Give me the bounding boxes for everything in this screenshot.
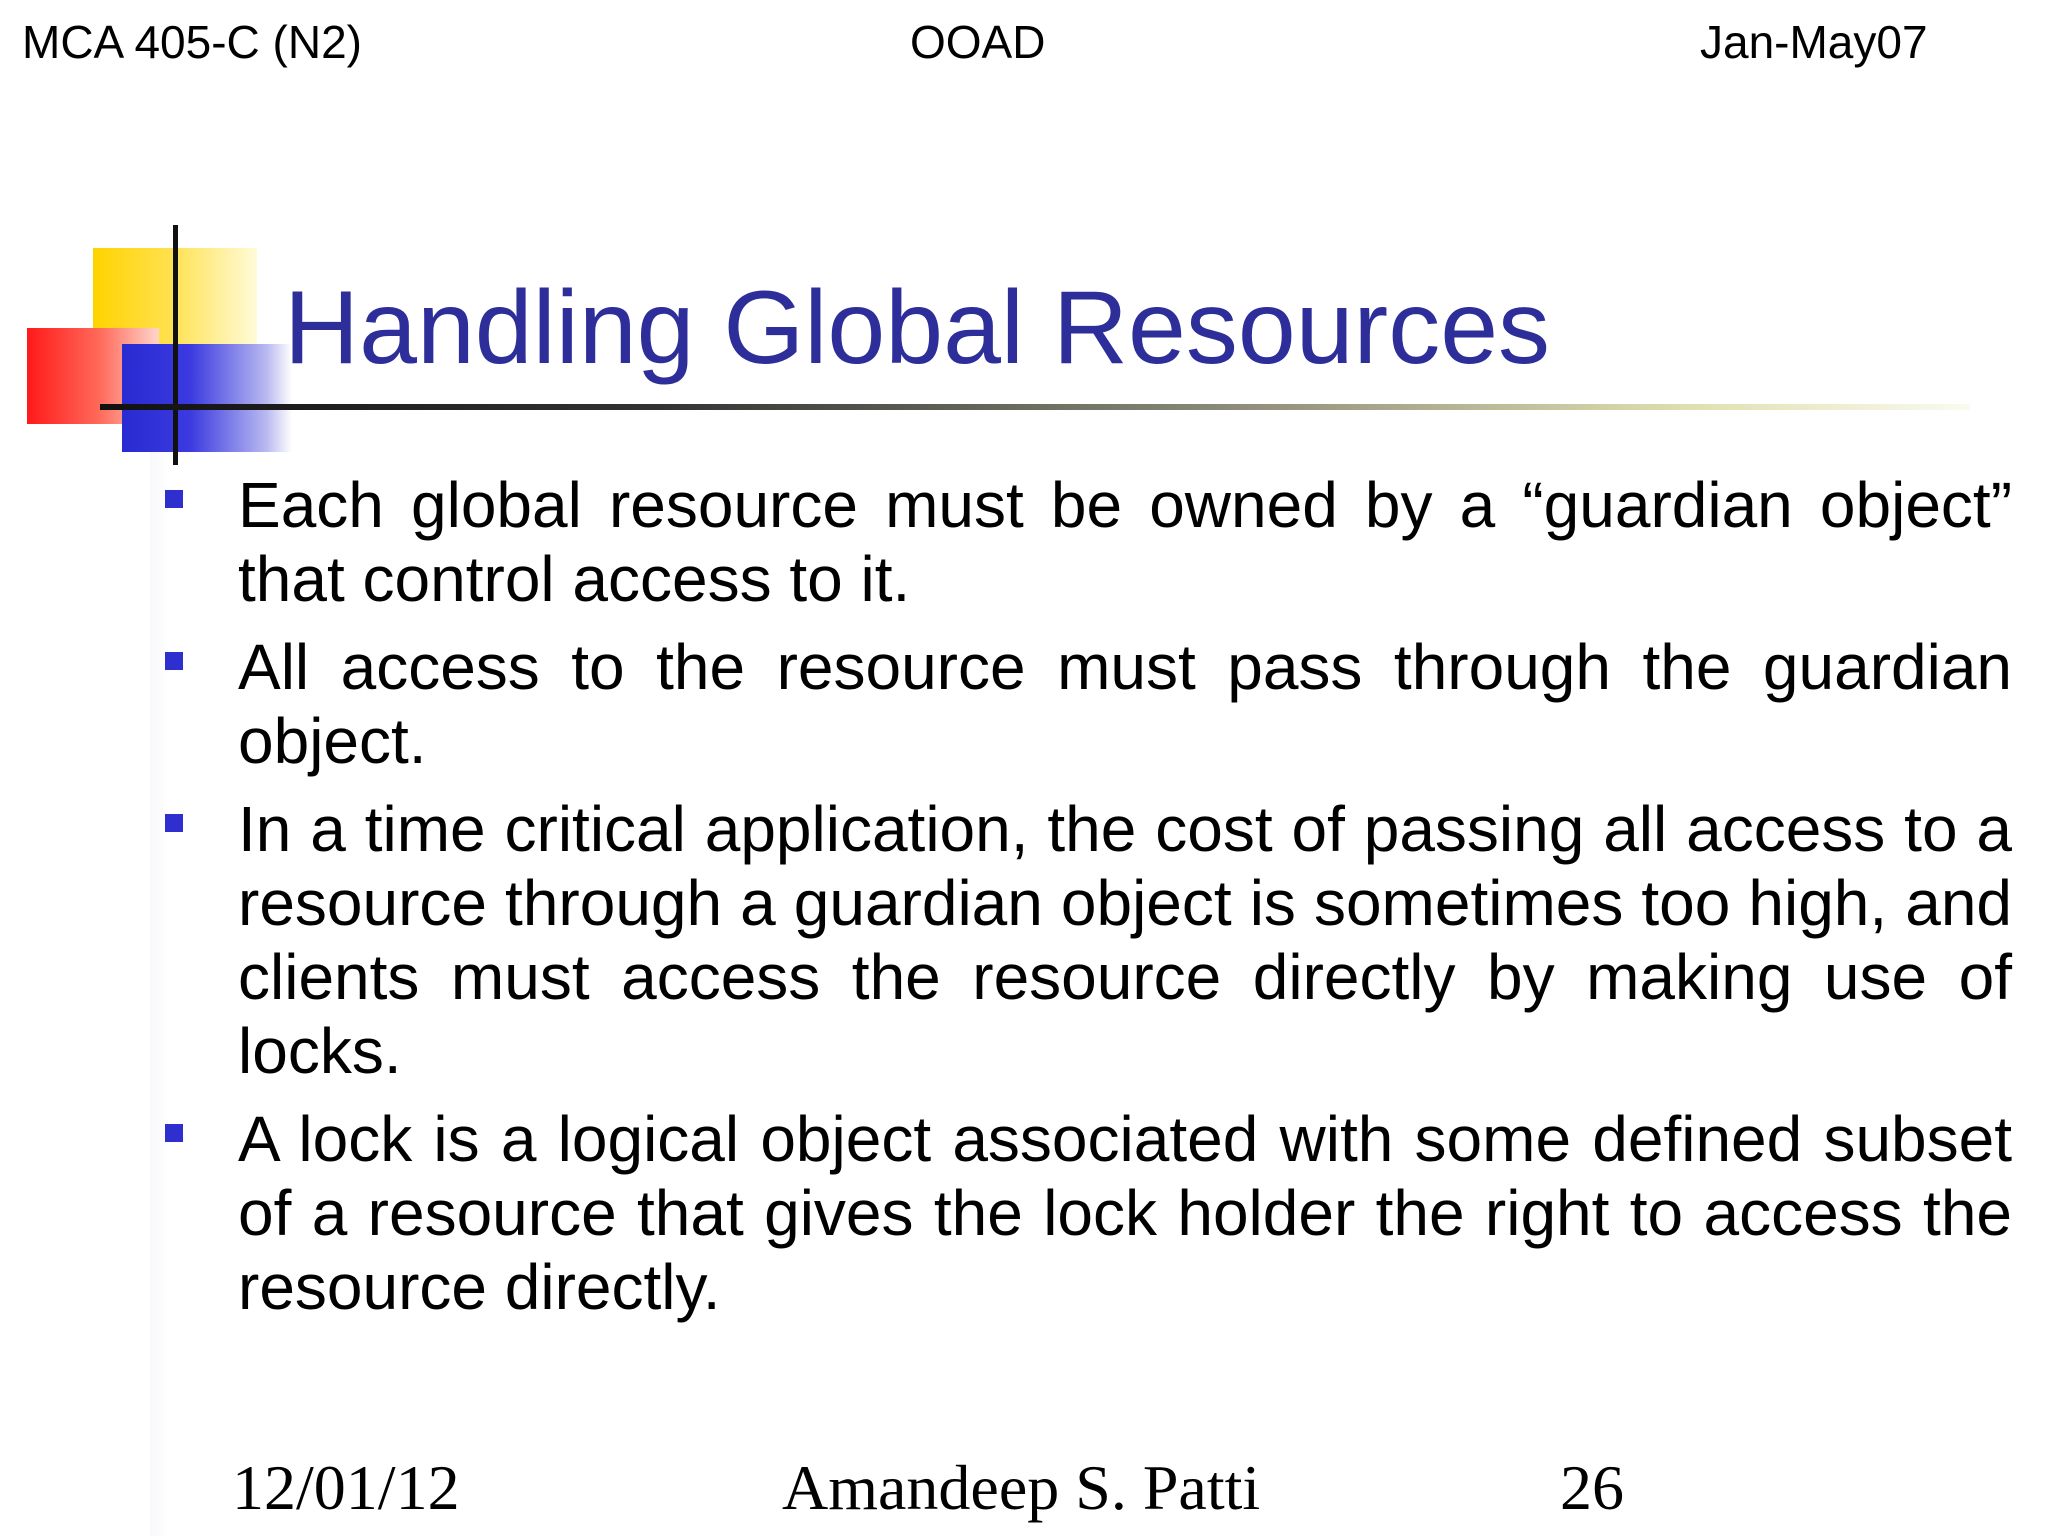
title-underline-rule [100, 404, 1970, 410]
bullet-text: In a time critical application, the cost of passing all access to a resource through a guardian object is sometimes too high, and clients must access the resource directly by making use of locks. [238, 793, 2012, 1087]
square-bullet-icon [165, 490, 183, 508]
bullet-text: All access to the resource must pass through the guardian object. [238, 631, 2012, 777]
header-subject: OOAD [910, 16, 1046, 68]
footer-author: Amandeep S. Patti [782, 1452, 1261, 1523]
bullet-item [160, 792, 2012, 1088]
header-course-code: MCA 405-C (N2) [22, 16, 362, 68]
vertical-rule-decoration [173, 225, 178, 465]
decorative-corner-logo [0, 0, 300, 470]
bullet-item [160, 630, 2012, 778]
bullet-text: A lock is a logical object associated with some defined subset of a resource that gives the lock holder the right to access the resource directly. [238, 1103, 2012, 1323]
bullet-item [160, 1102, 2012, 1324]
bullet-item [160, 468, 2012, 616]
footer-date: 12/01/12 [232, 1452, 460, 1523]
bullet-list [160, 468, 2012, 1338]
slide-title: Handling Global Resources [284, 270, 1551, 386]
footer-page-number: 26 [1560, 1452, 1624, 1523]
header-term: Jan-May07 [1700, 16, 1928, 68]
square-bullet-icon [165, 1124, 183, 1142]
blue-square-decoration [122, 344, 292, 452]
square-bullet-icon [165, 652, 183, 670]
bullet-text: Each global resource must be owned by a “guardian object” that control access to it. [238, 469, 2012, 615]
square-bullet-icon [165, 814, 183, 832]
